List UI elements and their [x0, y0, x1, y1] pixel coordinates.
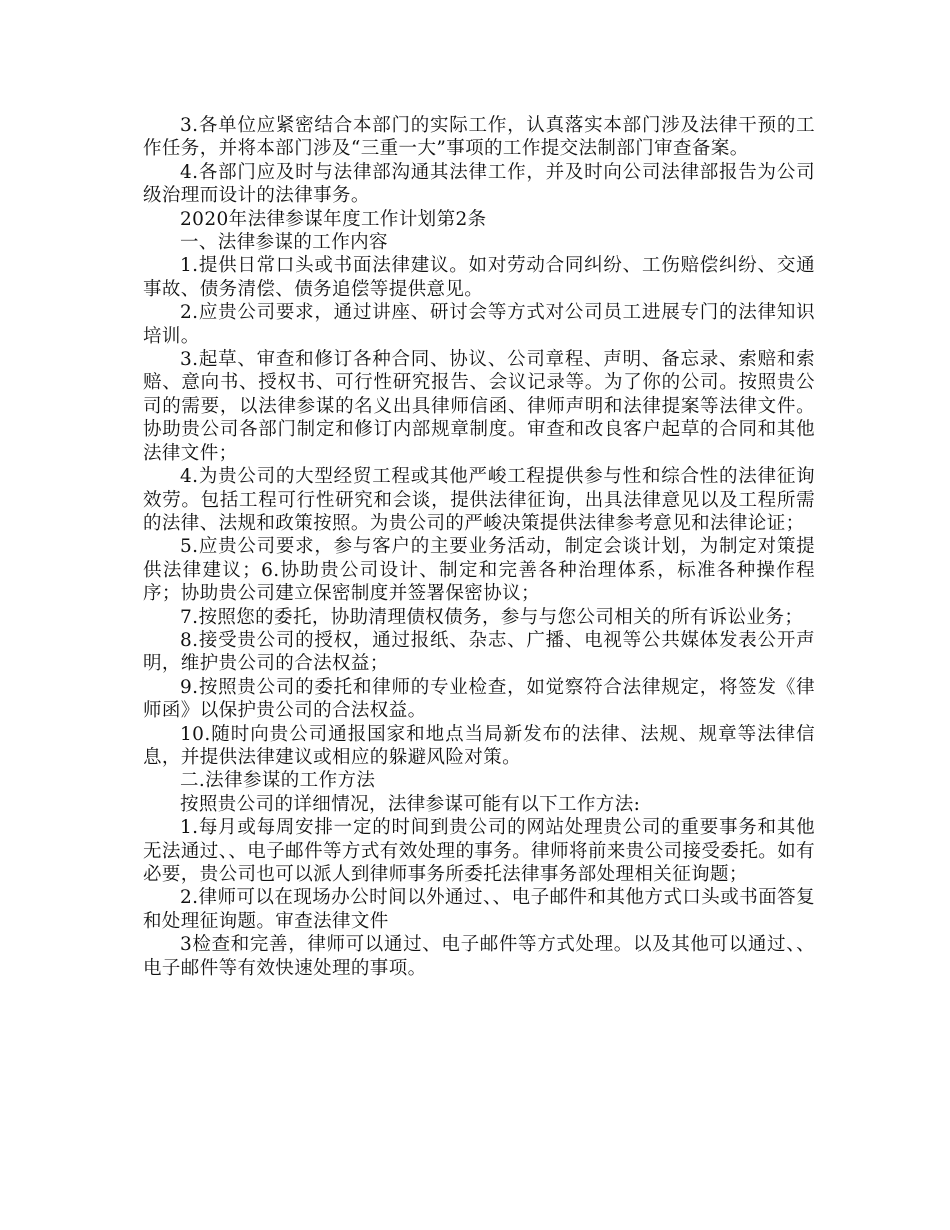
- paragraph-method-3: 3检查和完善，律师可以通过、电子邮件等方式处理。以及其他可以通过、、电子邮件等有效快速处理的事项。: [143, 934, 815, 979]
- paragraph-methods-intro: 按照贵公司的详细情况，法律参谋可能有以下工作方法:: [180, 793, 641, 815]
- paragraph-content-5-6: 5.应贵公司要求，参与客户的主要业务活动，制定会谈计划，为制定对策提供法律建议；6.协助贵公司设计、制定和完善各种治理体系，标准各种操作程序；协助贵公司建立保密制度并签署保密协议；: [143, 536, 815, 605]
- section-heading-work-methods: 二.法律参谋的工作方法: [180, 770, 376, 792]
- paragraph-content-8: 8.接受贵公司的授权，通过报纸、杂志、广播、电视等公共媒体发表公开声明，维护贵公司的合法权益；: [143, 629, 815, 675]
- paragraph-method-2: 2.律师可以在现场办公时间以外通过、、电子邮件和其他方式口头或书面答复和处理征询题。审查法律文件: [143, 887, 815, 932]
- section-heading-work-content: 一、法律参谋的工作内容: [180, 232, 388, 254]
- paragraph-content-2: 2.应贵公司要求，通过讲座、研讨会等方式对公司员工进展专门的法律知识培训。: [143, 302, 815, 347]
- paragraph-content-9: 9.按照贵公司的委托和律师的专业检查，如觉察符合法律规定，将签发《律师函》以保护贵公司的合法权益。: [143, 676, 815, 722]
- document-page: [143, 114, 815, 980]
- paragraph-content-10: 10.随时向贵公司通报国家和地点当局新发布的法律、法规、规章等法律信息，并提供法律建议或相应的躲避风险对策。: [143, 723, 815, 768]
- paragraph-item-4-communication: 4.各部门应及时与法律部沟通其法律工作，并及时向公司法律部报告为公司级治理而设计的法律事务。: [143, 161, 815, 207]
- paragraph-item-3-filing: 3.各单位应紧密结合本部门的实际工作，认真落实本部门涉及法律干预的工作任务，并将本部门涉及“三重一大”事项的工作提交法制部门审查备案。: [143, 115, 815, 160]
- paragraph-content-3: 3.起草、审查和修订各种合同、协议、公司章程、声明、备忘录、索赔和索赔、意向书、授权书、可行性研究报告、会议记录等。为了你的公司。按照贵公司的需要，以法律参谋的名义出具律师信函、律师声明和法律提案等法律文件。协助贵公司各部门制定和修订内部规章制度。审查和改良客户起草的合同和其他法律文件；: [143, 349, 815, 464]
- paragraph-method-1: 1.每月或每周安排一定的时间到贵公司的网站处理贵公司的重要事务和其他无法通过、、电子邮件等方式有效处理的事务。律师将前来贵公司接受委托。如有必要，贵公司也可以派人到律师事务所委托法律事务部处理相关征询题；: [143, 817, 815, 885]
- paragraph-content-7: 7.按照您的委托，协助清理债权债务，参与与您公司相关的所有诉讼业务；: [180, 606, 804, 628]
- paragraph-content-4: 4.为贵公司的大型经贸工程或其他严峻工程提供参与性和综合性的法律征询效劳。包括工程可行性研究和会谈，提供法律征询，出具法律意见以及工程所需的法律、法规和政策按照。为贵公司的严峻决策提供法律参考意见和法律论证；: [143, 466, 815, 534]
- paragraph-content-1: 1.提供日常口头或书面法律建议。如对劳动合同纠纷、工伤赔偿纠纷、交通事故、债务清偿、债务追偿等提供意见。: [143, 255, 815, 300]
- plan-title: 2020年法律参谋年度工作计划第2条: [180, 208, 487, 230]
